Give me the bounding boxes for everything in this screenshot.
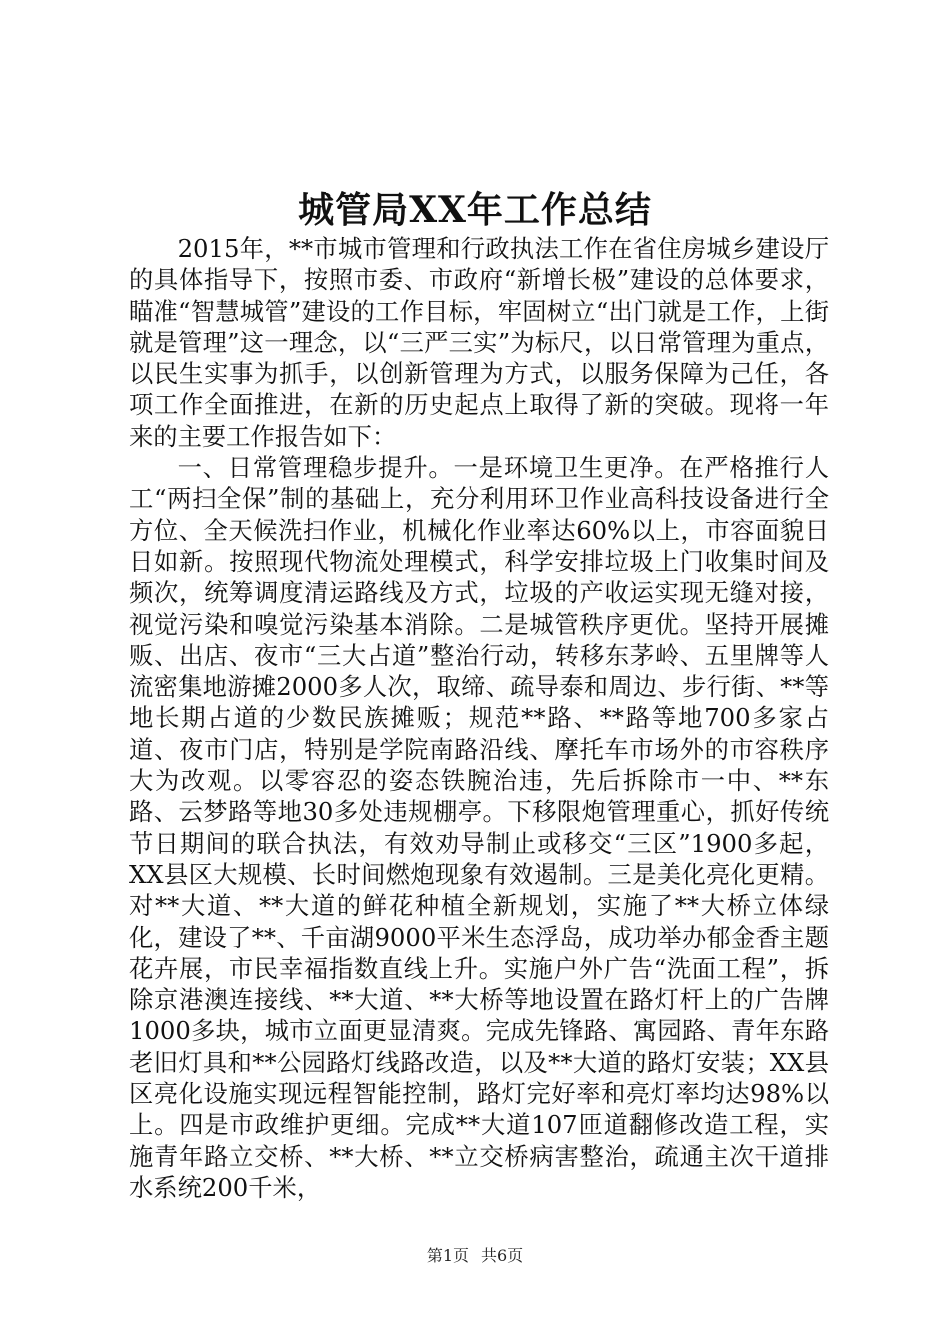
page-total: 共6页 [481, 1246, 524, 1265]
document-title: 城管局XX年工作总结 [298, 189, 652, 231]
page-footer [0, 1244, 950, 1268]
document-body [129, 233, 829, 1203]
page-number: 第1页 [426, 1246, 469, 1265]
intro-paragraph: 2015年，**市城市管理和行政执法工作在省住房城乡建设厅的具体指导下，按照市委、市政府“新增长极”建设的总体要求，瞄准“智慧城管”建设的工作目标，牢固树立“出门就是工作，上街就是管理”这一理念，以“三严三实”为标尺，以日常管理为重点，以民生实事为抓手，以创新管理为方式，以服务保障为己任，各项工作全面推进，在新的历史起点上取得了新的突破。现将一年来的主要工作报告如下： [129, 234, 829, 451]
section-one-paragraph: 一、日常管理稳步提升。一是环境卫生更净。在严格推行人工“两扫全保”制的基础上，充分利用环卫作业高科技设备进行全方位、全天候洗扫作业，机械化作业率达60%以上，市容面貌日日如新。按照现代物流处理模式，科学安排垃圾上门收集时间及频次，统筹调度清运路线及方式，垃圾的产收运实现无缝对接，视觉污染和嗅觉污染基本消除。二是城管秩序更优。坚持开展摊贩、出店、夜市“三大占道”整治行动，转移东茅岭、五里牌等人流密集地游摊2000多人次，取缔、疏导泰和周边、步行街、**等地长期占道的少数民族摊贩；规范**路、**路等地700多家占道、夜市门店，特别是学院南路沿线、摩托车市场外的市容秩序大为改观。以零容忍的姿态铁腕治违，先后拆除市一中、**东路、云梦路等地30多处违规棚亭。下移限炮管理重心，抓好传统节日期间的联合执法，有效劝导制止或移交“三区”1900多起，XX县区大规模、长时间燃炮现象有效遏制。三是美化亮化更精。对**大道、**大道的鲜花种植全新规划，实施了**大桥立体绿化，建设了**、千亩湖9000平米生态浮岛，成功举办郁金香主题花卉展，市民幸福指数直线上升。实施户外广告“洗面工程”，拆除京港澳连接线、**大道、**大桥等地设置在路灯杆上的广告牌1000多块，城市立面更显清爽。完成先锋路、寓园路、青年东路老旧灯具和**公园路灯线路改造，以及**大道的路灯安装；XX县区亮化设施实现远程智能控制，路灯完好率和亮灯率均达98%以上。四是市政维护更细。完成**大道107匝道翻修改造工程，实施青年路立交桥、**大桥、**立交桥病害整治，疏通主次干道排水系统200千米， [129, 453, 829, 1202]
